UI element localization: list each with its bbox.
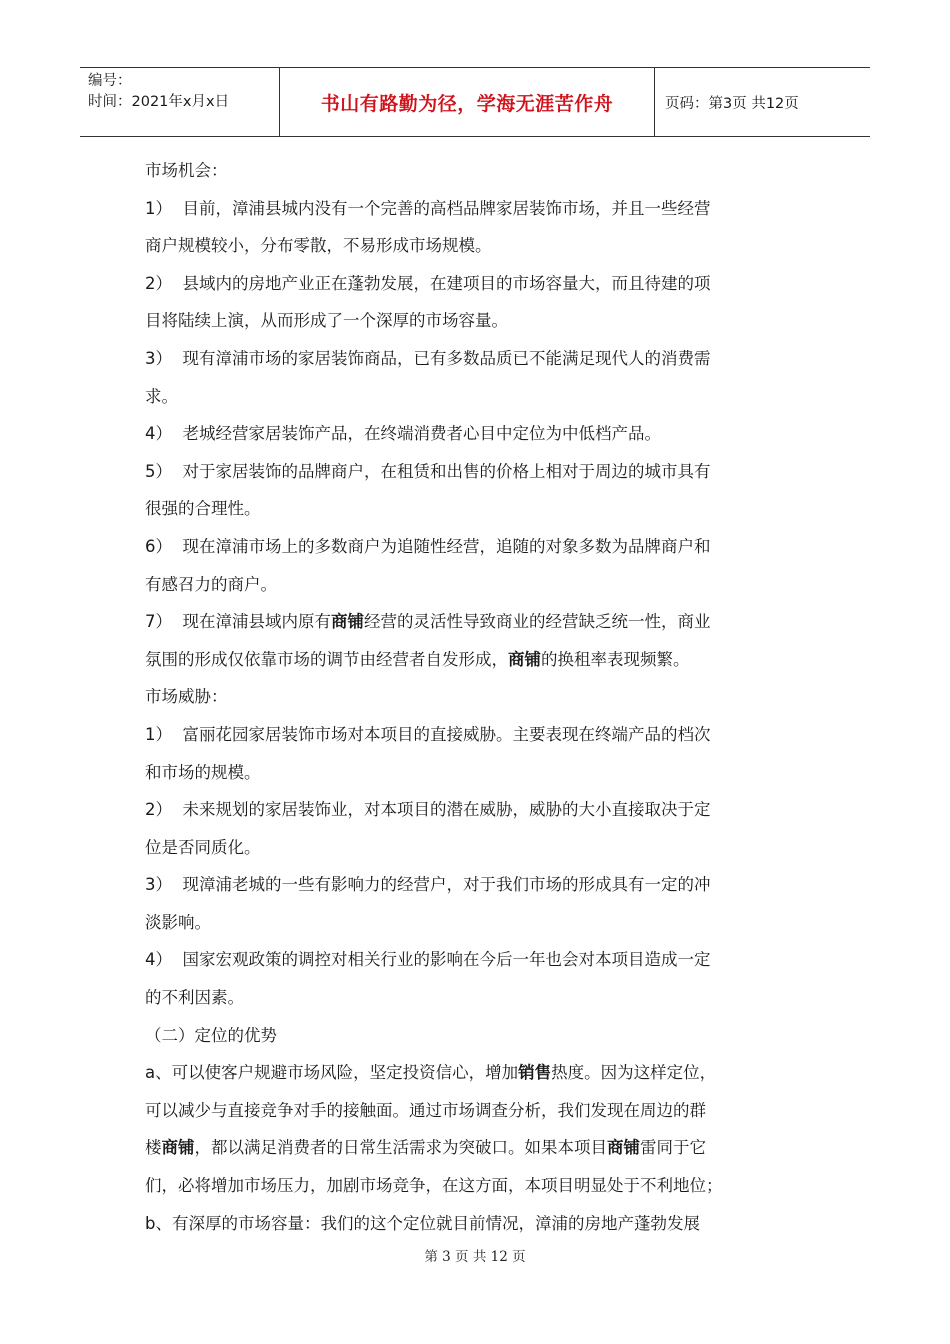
- item-number: 2）: [145, 273, 172, 293]
- threat-item-3: [145, 866, 805, 904]
- opportunity-item-6-cont: 有感召力的商户。: [145, 574, 277, 594]
- item-text: 现漳浦老城的一些有影响力的经营户，对于我们市场的形成具有一定的冲: [182, 875, 711, 895]
- header-motto: 书山有路勤为径，学海无涯苦作舟: [320, 92, 614, 115]
- opportunity-item-1: [145, 190, 805, 228]
- item-text: 现在漳浦市场上的多数商户为追随性经营，追随的对象多数为品牌商户和: [182, 536, 711, 556]
- item-label: a、: [145, 1063, 172, 1083]
- item-text: 氛围的形成仅依靠市场的调节由经营者自发形成，: [145, 649, 508, 669]
- item-text: 未来规划的家居装饰业，对本项目的潜在威胁，威胁的大小直接取决于定: [182, 800, 711, 820]
- threat-item-3-cont: 淡影响。: [145, 912, 211, 932]
- item-number: 5）: [145, 461, 172, 481]
- threat-item-1-cont: 和市场的规模。: [145, 762, 261, 782]
- heading-opportunity: 市场机会：: [145, 161, 228, 180]
- item-number: 3）: [145, 348, 172, 368]
- opportunity-item-4: [145, 415, 805, 453]
- opportunity-item-5-cont: 很强的合理性。: [145, 499, 261, 519]
- opportunity-item-2-cont: 目将陆续上演，从而形成了一个深厚的市场容量。: [145, 311, 508, 331]
- item-number: 4）: [145, 950, 172, 970]
- item-text: 现在漳浦县域内原有: [182, 612, 331, 632]
- header-page-label: 页码：: [665, 95, 709, 112]
- page-header: [80, 67, 870, 137]
- header-number-label: 编号：: [88, 73, 132, 89]
- opportunity-item-6: [145, 528, 805, 566]
- item-text: 雷同于它: [640, 1138, 706, 1158]
- item-label: b、: [145, 1213, 172, 1233]
- threat-item-2: [145, 791, 805, 829]
- item-text: 县域内的房地产业正在蓬勃发展，在建项目的市场容量大，而且待建的项: [182, 273, 711, 293]
- heading-threat: 市场威胁：: [145, 687, 228, 707]
- opportunity-item-3: [145, 340, 805, 378]
- item-text: 有深厚的市场容量：我们的这个定位就目前情况，漳浦的房地产蓬勃发展: [171, 1213, 700, 1233]
- item-number: 7）: [145, 612, 172, 632]
- advantage-a-line-4: 们，必将增加市场压力，加剧市场竞争，在这方面，本项目明显处于不利地位；: [145, 1176, 723, 1196]
- item-number: 6）: [145, 536, 172, 556]
- heading-advantage: （二）定位的优势: [145, 1025, 277, 1045]
- opportunity-item-7: [145, 603, 805, 641]
- keyword-shop: 商铺: [508, 649, 541, 669]
- opportunity-item-5: [145, 453, 805, 491]
- item-text: 对于家居装饰的品牌商户，在租赁和出售的价格上相对于周边的城市具有: [182, 461, 711, 481]
- opportunity-item-7-cont: [145, 641, 805, 679]
- keyword-shop: 商铺: [331, 612, 364, 632]
- item-text: 楼: [145, 1138, 162, 1158]
- item-text: 老城经营家居装饰产品，在终端消费者心目中定位为中低档产品。: [182, 424, 661, 444]
- item-text: ，都以满足消费者的日常生活需求为突破口。如果本项目: [194, 1138, 607, 1158]
- document-body: [145, 152, 805, 1242]
- item-text: 可以使客户规避市场风险，坚定投资信心，增加: [171, 1063, 519, 1083]
- item-text: 现有漳浦市场的家居装饰商品，已有多数品质已不能满足现代人的消费需: [182, 348, 711, 368]
- item-number: 2）: [145, 800, 172, 820]
- header-page-text: 第3页 共12页: [708, 95, 799, 112]
- advantage-a-line-2: 可以减少与直接竞争对手的接触面。通过市场调查分析，我们发现在周边的群: [145, 1100, 706, 1120]
- header-time-label: 时间：2021年x月x日: [88, 94, 230, 110]
- item-number: 4）: [145, 424, 172, 444]
- threat-item-4: [145, 941, 805, 979]
- threat-item-1: [145, 716, 805, 754]
- item-text: 的换租率表现频繁。: [541, 649, 690, 669]
- threat-item-2-cont: 位是否同质化。: [145, 837, 261, 857]
- item-text: 富丽花园家居装饰市场对本项目的直接威胁。主要表现在终端产品的档次: [182, 724, 711, 744]
- item-text: 国家宏观政策的调控对相关行业的影响在今后一年也会对本项目造成一定: [182, 950, 711, 970]
- header-motto-cell: [280, 68, 655, 136]
- advantage-a-line-3: [145, 1129, 805, 1167]
- advantage-a-line-1: [145, 1054, 805, 1092]
- item-text: 目前，漳浦县城内没有一个完善的高档品牌家居装饰市场，并且一些经营: [182, 198, 711, 218]
- advantage-b-line-1: [145, 1205, 805, 1243]
- keyword-shop: 商铺: [607, 1138, 640, 1158]
- header-page-cell: [655, 68, 870, 136]
- item-number: 1）: [145, 724, 172, 744]
- item-text: 经营的灵活性导致商业的经营缺乏统一性，商业: [364, 612, 711, 632]
- item-number: 3）: [145, 875, 172, 895]
- opportunity-item-2: [145, 265, 805, 303]
- header-meta: [80, 68, 280, 136]
- opportunity-item-1-cont: 商户规模较小，分布零散，不易形成市场规模。: [145, 236, 492, 256]
- keyword-sales: 销售: [518, 1063, 552, 1083]
- item-number: 1）: [145, 198, 172, 218]
- opportunity-item-3-cont: 求。: [145, 386, 178, 406]
- page-footer: 第 3 页 共 12 页: [424, 1249, 526, 1265]
- keyword-shop: 商铺: [161, 1138, 195, 1158]
- threat-item-4-cont: 的不利因素。: [145, 988, 244, 1008]
- item-text: 热度。因为这样定位，: [551, 1063, 717, 1083]
